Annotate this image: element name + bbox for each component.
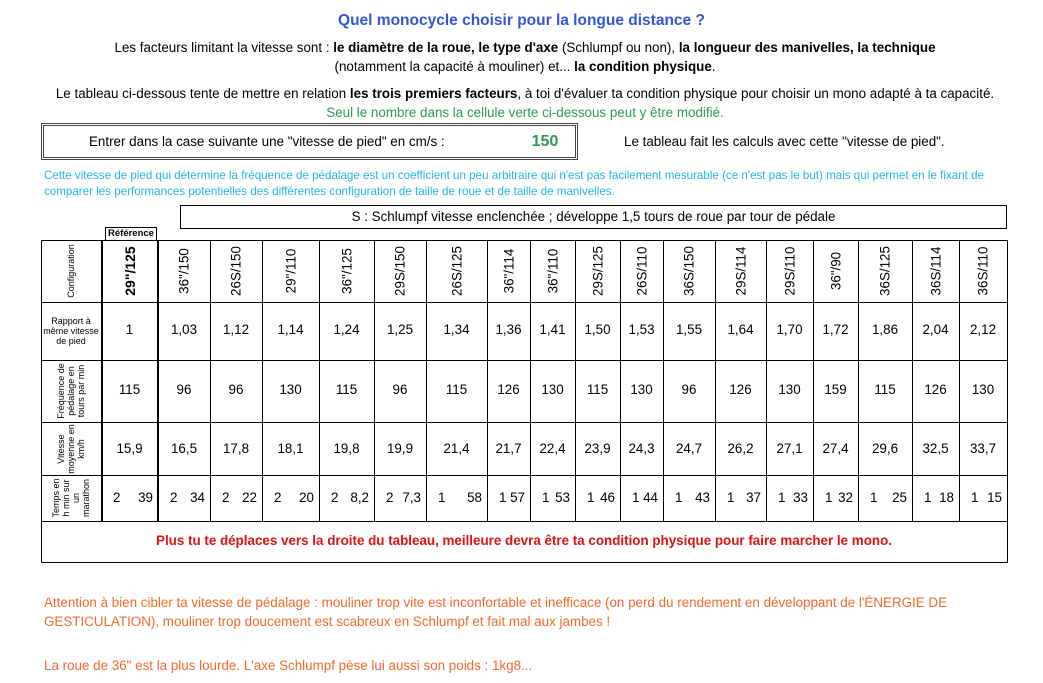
speed-cell: 17,8: [222, 441, 250, 456]
config-label: 36"/114: [501, 248, 516, 294]
frequency-cell: 96: [176, 382, 192, 397]
page-title: Quel monocycle choisir pour la longue distance ?: [338, 12, 705, 29]
time-minutes-cell: 15: [987, 490, 1002, 505]
time-hours-cell: 1: [727, 490, 735, 505]
intro-bold: les trois premiers facteurs: [349, 86, 518, 101]
config-label: 36"/110: [545, 248, 560, 294]
time-hours-cell: 1: [632, 490, 640, 505]
config-header: [575, 240, 620, 302]
speed-cell: 19,9: [386, 441, 414, 456]
time-hours-cell: 2: [113, 490, 121, 505]
intro-text: , à toi d'évaluer ta condition physique pour choisir un mono adapté à ta capacité.: [517, 86, 995, 101]
time-minutes-cell: 8,2: [350, 490, 369, 505]
time-minutes-cell: 22: [242, 490, 257, 505]
config-header: [715, 240, 766, 302]
config-header: [158, 240, 210, 302]
speed-cell: 16,5: [170, 441, 198, 456]
config-header: [858, 240, 912, 302]
config-label: 29S/150: [392, 246, 408, 296]
time-hours-cell: 2: [386, 490, 394, 505]
config-header: [426, 240, 487, 302]
speed-cell: 21,7: [495, 441, 522, 456]
time-minutes-cell: 20: [299, 490, 314, 505]
speed-input-label: Entrer dans la case suivante une "vitesse de pied" en cm/s :: [89, 134, 445, 149]
time-minutes-cell: 53: [555, 490, 570, 505]
time-hours-cell: 1: [438, 490, 446, 505]
time-hours-cell: 1: [870, 490, 878, 505]
ratio-cell: 1,12: [222, 322, 250, 337]
ratio-cell: 1,64: [727, 322, 754, 337]
row-label-marathon-time: Temps en h min sur un marathon: [51, 478, 91, 518]
editable-hint: Seul le nombre dans la cellule verte ci-dessous peut y être modifié.: [326, 105, 724, 120]
ratio-cell: 1,34: [443, 322, 470, 337]
time-minutes-cell: 25: [892, 490, 907, 505]
frequency-cell: 130: [778, 382, 801, 397]
config-header: [912, 240, 959, 302]
speed-cell: 29,6: [871, 441, 899, 456]
foot-speed-explanation: Cette vitesse de pied qui détermine la fréquence de pédalage est un coefficient un peu arbitraire qui n'est pas facilement mesurable (ce n'est pas le but) mais qui permet en le fixant de comparer les performances potentielles des différentes configuration de taille de roue et de taille de manivelles.: [44, 169, 984, 198]
frequency-cell: 115: [118, 382, 141, 397]
time-minutes-cell: 57: [510, 490, 525, 505]
intro-text: (Schlumpf ou non),: [558, 40, 679, 55]
ratio-cell: 2,12: [969, 322, 997, 337]
config-label: 26S/150: [228, 246, 244, 296]
frequency-cell: 96: [228, 382, 244, 397]
time-hours-cell: 1: [924, 490, 932, 505]
config-header: [319, 240, 374, 302]
time-hours-cell: 2: [331, 490, 339, 505]
pedaling-warning: Attention à bien cibler ta vitesse de pédalage : mouliner trop vite est inconfortable et inefficace (on perd du rendement en développant de l'ÉNERGIE DE GESTICULATION), mouliner trop doucement est scabreux en Schlumpf et fait mal aux jambes !: [44, 595, 947, 629]
time-hours-cell: 1: [499, 490, 507, 505]
frequency-cell: 115: [445, 382, 468, 397]
config-label: 29S/114: [733, 246, 748, 296]
config-label: 36S/114: [928, 246, 943, 296]
time-minutes-cell: 32: [838, 490, 853, 505]
time-minutes-cell: 37: [746, 490, 761, 505]
speed-cell: 24,7: [675, 441, 703, 456]
time-minutes-cell: 18: [939, 490, 954, 505]
config-header: [530, 240, 575, 302]
config-header: [210, 240, 262, 302]
frequency-cell: 115: [335, 382, 358, 397]
speed-cell: 24,3: [628, 441, 655, 456]
reference-label: Référence: [105, 227, 157, 240]
config-header: [766, 240, 813, 302]
frequency-cell: 130: [971, 382, 995, 397]
condition-warning: Plus tu te déplaces vers la droite du tableau, meilleure devra être ta condition physique pour faire marcher le mono.: [156, 533, 892, 548]
time-hours-cell: 1: [587, 490, 595, 505]
time-minutes-cell: 39: [138, 490, 153, 505]
ratio-cell: 1,41: [539, 322, 566, 337]
config-label: 29S/110: [782, 246, 797, 296]
speed-cell: 21,4: [443, 441, 470, 456]
config-header: [620, 240, 663, 302]
config-header: [813, 240, 858, 302]
ratio-cell: 1,70: [776, 322, 803, 337]
speed-cell: 23,9: [584, 441, 611, 456]
ratio-cell: 1,14: [277, 322, 304, 337]
time-hours-cell: 2: [170, 490, 178, 505]
intro-text: Les facteurs limitant la vitesse sont :: [114, 40, 334, 55]
intro-bold: la condition physique: [574, 59, 712, 74]
row-label-ratio: Rapport à même vitesse de pied: [43, 316, 99, 346]
speed-cell: 22,4: [539, 441, 566, 456]
frequency-cell: 115: [874, 382, 896, 397]
config-label: 36"/125: [339, 248, 354, 294]
schlumpf-legend: S : Schlumpf vitesse enclenchée ; développe 1,5 tours de roue par tour de pédale: [180, 205, 1007, 229]
ratio-cell: 2,04: [922, 322, 949, 337]
ratio-cell: 1,03: [170, 322, 198, 337]
weight-note: La roue de 36" est la plus lourde. L'axe Schlumpf pèse lui aussi son poids : 1kg8...: [44, 658, 533, 673]
speed-cell: 27,1: [776, 441, 803, 456]
time-hours-cell: 2: [222, 490, 230, 505]
speed-input-note: Le tableau fait les calculs avec cette "vitesse de pied".: [624, 134, 945, 149]
config-label: 26S/110: [634, 246, 649, 296]
config-header: [959, 240, 1007, 302]
config-label: 29"/110: [283, 248, 298, 294]
config-label: 36"/90: [828, 251, 843, 291]
speed-cell: 15,9: [116, 441, 143, 456]
time-minutes-cell: 33: [793, 490, 808, 505]
row-label-frequency: Fréquence de pédalage en tours par min: [56, 363, 86, 419]
time-minutes-cell: 44: [643, 490, 658, 505]
intro-text: Le tableau ci-dessous tente de mettre en relation: [55, 86, 350, 101]
speed-cell: 26,2: [727, 441, 754, 456]
time-minutes-cell: 34: [190, 490, 205, 505]
ratio-cell: 1,50: [584, 322, 611, 337]
frequency-cell: 130: [630, 382, 653, 397]
frequency-cell: 130: [541, 382, 564, 397]
ratio-cell: 1,25: [386, 322, 414, 337]
row-label-speed: Vitesse moyenne en km/h: [56, 423, 86, 474]
ratio-cell: 1,24: [333, 322, 360, 337]
ratio-cell: 1: [125, 322, 134, 337]
time-hours-cell: 2: [274, 490, 282, 505]
frequency-cell: 96: [392, 382, 408, 397]
time-hours-cell: 1: [825, 490, 833, 505]
speed-cell: 32,5: [922, 441, 949, 456]
time-hours-cell: 1: [778, 490, 786, 505]
frequency-cell: 96: [681, 382, 697, 397]
row-label-config: Configuration: [66, 244, 76, 298]
frequency-cell: 115: [586, 382, 609, 397]
config-header: [101, 240, 158, 302]
time-hours-cell: 1: [675, 490, 683, 505]
intro-bold: le diamètre de la roue, le type d'axe: [333, 40, 559, 55]
speed-cell: 18,1: [277, 441, 304, 456]
frequency-cell: 126: [924, 382, 947, 397]
frequency-cell: 130: [279, 382, 302, 397]
ratio-cell: 1,36: [495, 322, 522, 337]
frequency-cell: 159: [824, 382, 847, 397]
ratio-cell: 1,53: [628, 322, 655, 337]
time-hours-cell: 1: [542, 490, 550, 505]
time-minutes-cell: 46: [600, 490, 615, 505]
ratio-cell: 1,72: [822, 322, 849, 337]
config-header: [374, 240, 426, 302]
intro-text: .: [711, 59, 716, 74]
frequency-cell: 126: [729, 382, 752, 397]
config-header: [262, 240, 319, 302]
config-label: 29"/125: [121, 246, 138, 296]
config-label: 36"/150: [176, 248, 192, 294]
intro-bold: la longueur des manivelles, la technique: [678, 40, 936, 55]
config-label: 36S/150: [681, 246, 697, 296]
ratio-cell: 1,86: [871, 322, 899, 337]
time-minutes-cell: 58: [467, 490, 482, 505]
config-label: 36S/125: [877, 246, 893, 296]
frequency-cell: 126: [497, 382, 520, 397]
ratio-cell: 1,55: [675, 322, 703, 337]
config-label: 26S/125: [449, 246, 464, 296]
intro-text: (notamment la capacité à mouliner) et...: [334, 59, 575, 74]
time-minutes-cell: 7,3: [402, 490, 421, 505]
speed-cell: 27,4: [822, 441, 849, 456]
speed-cell: 19,8: [333, 441, 360, 456]
config-label: 36S/110: [975, 246, 991, 296]
config-header: [487, 240, 530, 302]
config-label: 29S/125: [590, 246, 605, 296]
config-header: [663, 240, 715, 302]
speed-cell: 33,7: [969, 441, 997, 456]
time-hours-cell: 1: [971, 490, 979, 505]
time-minutes-cell: 43: [695, 490, 710, 505]
